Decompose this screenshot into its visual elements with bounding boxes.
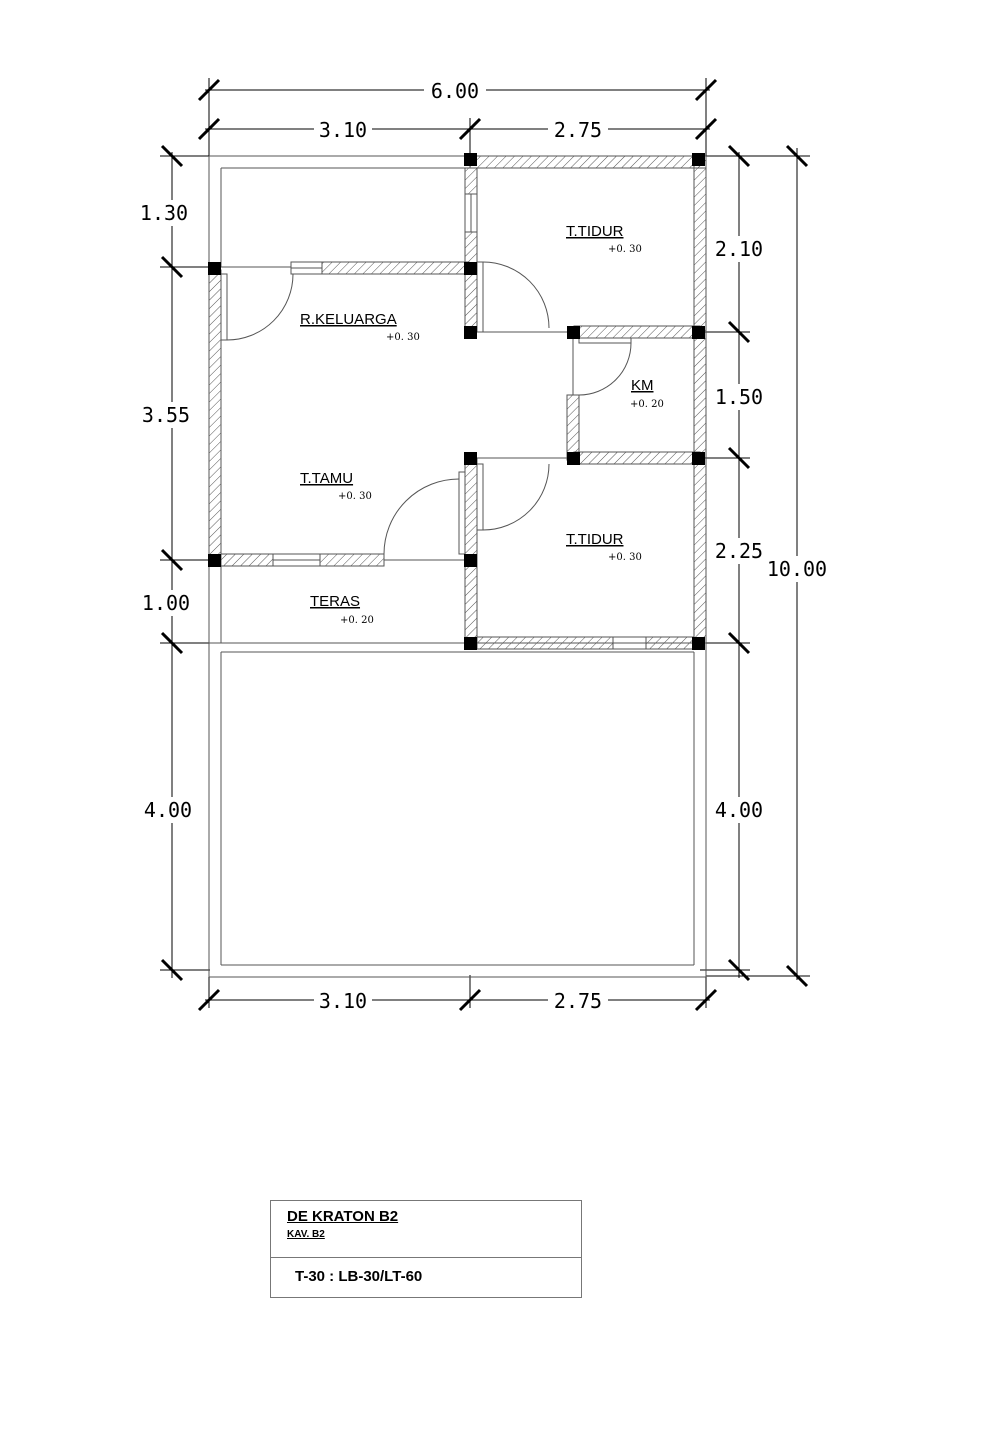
- dim-left-1: 1.30: [139, 201, 189, 225]
- title-block: [270, 1200, 582, 1298]
- room-name-bedroom-top: T.TIDUR: [566, 223, 624, 240]
- dim-right-2: 1.50: [714, 385, 764, 409]
- dim-left-4: 4.00: [143, 798, 193, 822]
- dim-bottom-right: 2.75: [553, 989, 603, 1013]
- room-name-bathroom: KM: [631, 377, 654, 394]
- room-name-family: R.KELUARGA: [300, 311, 397, 328]
- dim-top-right: 2.75: [553, 118, 603, 142]
- dimension-ticks: [162, 80, 807, 1010]
- dim-right-4: 4.00: [714, 798, 764, 822]
- room-level-bedroom-bottom: +0. 30: [608, 552, 642, 563]
- dimension-labels: [132, 79, 832, 1013]
- dim-right-1: 2.10: [714, 237, 764, 261]
- dim-left-2: 3.55: [141, 403, 191, 427]
- room-level-living: +0. 30: [338, 491, 372, 502]
- room-level-family: +0. 30: [386, 332, 420, 343]
- dim-right-3: 2.25: [714, 539, 764, 563]
- project-name: DE KRATON B2: [287, 1208, 399, 1225]
- dim-left-3: 1.00: [141, 591, 191, 615]
- room-level-bathroom: +0. 20: [630, 399, 664, 410]
- lot-label: KAV. B2: [287, 1229, 325, 1240]
- room-name-terrace: TERAS: [310, 593, 361, 610]
- room-name-bedroom-bottom: T.TIDUR: [566, 531, 624, 548]
- dim-right-total: 10.00: [766, 557, 828, 581]
- room-level-terrace: +0. 20: [340, 615, 374, 626]
- house-type: T-30 : LB-30/LT-60: [295, 1268, 423, 1285]
- dim-top-left: 3.10: [318, 118, 368, 142]
- dim-bottom-left: 3.10: [318, 989, 368, 1013]
- room-name-living: T.TAMU: [300, 470, 354, 487]
- title-divider: [271, 1257, 581, 1258]
- dim-top-total: 6.00: [430, 79, 480, 103]
- room-level-bedroom-top: +0. 30: [608, 244, 642, 255]
